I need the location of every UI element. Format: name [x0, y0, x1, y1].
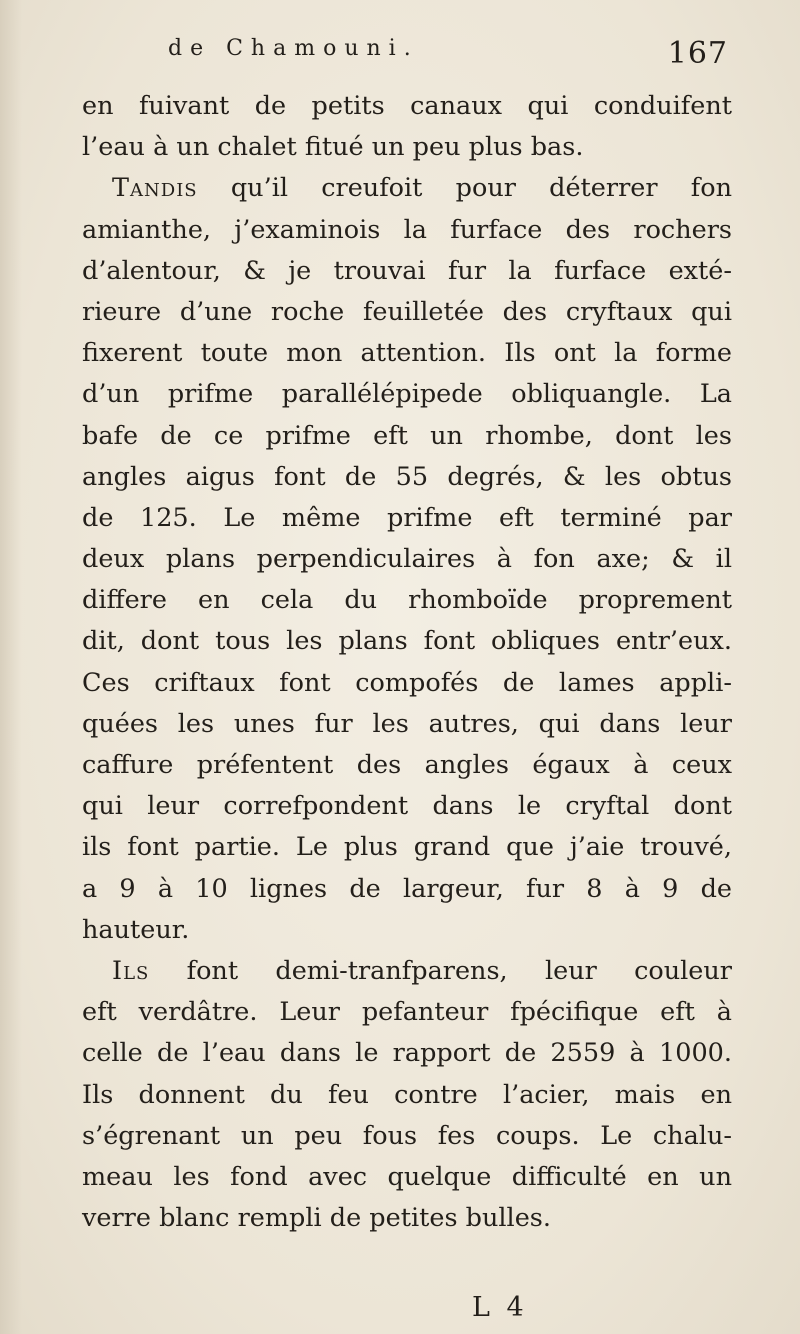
text-line: d’un prifme parallélépipede obliquangle. La [82, 379, 732, 410]
text-line: qui leur correfpondent dans le cryftal dont [82, 791, 732, 822]
text-line: bafe de ce prifme eft un rhombe, dont les [82, 420, 732, 451]
text-line: caffure préfentent des angles égaux à ceux [82, 750, 732, 780]
text-line: ils font partie. Le plus grand que j’aie trouvé, [82, 832, 732, 863]
paragraph-lead-word: Ils [112, 955, 150, 986]
text-line: celle de l’eau dans le rapport de 2559 à 1000. [82, 1038, 732, 1069]
text-line: rieure d’une roche feuilletée des cryftaux qui [82, 296, 732, 327]
text-line: Ces criftaux font compofés de lames appli- [82, 667, 732, 698]
paragraph-lead-word: Tandis [112, 173, 198, 204]
text-line: hauteur. [82, 914, 190, 945]
text-line: de 125. Le même prifme eft terminé par [82, 502, 732, 533]
text-line [82, 168, 732, 209]
page-gutter-shadow [0, 0, 22, 1334]
running-head-title [168, 36, 419, 61]
text-line: s’égrenant un peu fous fes coups. Le chalu- [82, 1120, 732, 1151]
text-line [82, 951, 732, 992]
text-line: differe en cela du rhomboïde proprement [82, 585, 732, 616]
text-line: amianthe, j’examinois la furface des rochers [82, 214, 732, 245]
text-line: angles aigus font de 55 degrés, & les obtus [82, 461, 732, 492]
text-line-rest: font demi-tranfparens, leur couleur [149, 955, 732, 986]
text-line-rest: qu’il creufoit pour déterrer fon [197, 173, 732, 204]
text-line: Ils donnent du feu contre l’acier, mais en [82, 1079, 732, 1110]
page-number: 167 [667, 36, 728, 71]
text-line: eft verdâtre. Leur pefanteur fpécifique eft à [82, 997, 732, 1028]
text-line: meau les fond avec quelque difficulté en un [82, 1161, 732, 1192]
text-line: quées les unes fur les autres, qui dans leur [82, 708, 732, 739]
text-line: fixerent toute mon attention. Ils ont la forme [82, 338, 732, 369]
text-line: deux plans perpendiculaires à fon axe; & il [82, 544, 732, 575]
running-head [168, 34, 728, 74]
signature-mark: L 4 [472, 1292, 528, 1323]
text-line: verre blanc rempli de petites bulles. [82, 1203, 551, 1234]
running-head-title-text: de Chamouni. [168, 36, 419, 61]
text-line: d’alentour, & je trouvai fur la furface exté- [82, 255, 732, 286]
text-line: a 9 à 10 lignes de largeur, fur 8 à 9 de [82, 873, 732, 904]
text-line: l’eau à un chalet fitué un peu plus bas. [82, 132, 584, 163]
text-line: en fuivant de petits canaux qui conduifent [82, 91, 732, 121]
text-line: dit, dont tous les plans font obliques entr’eux. [82, 626, 732, 657]
body-text [82, 86, 732, 1239]
